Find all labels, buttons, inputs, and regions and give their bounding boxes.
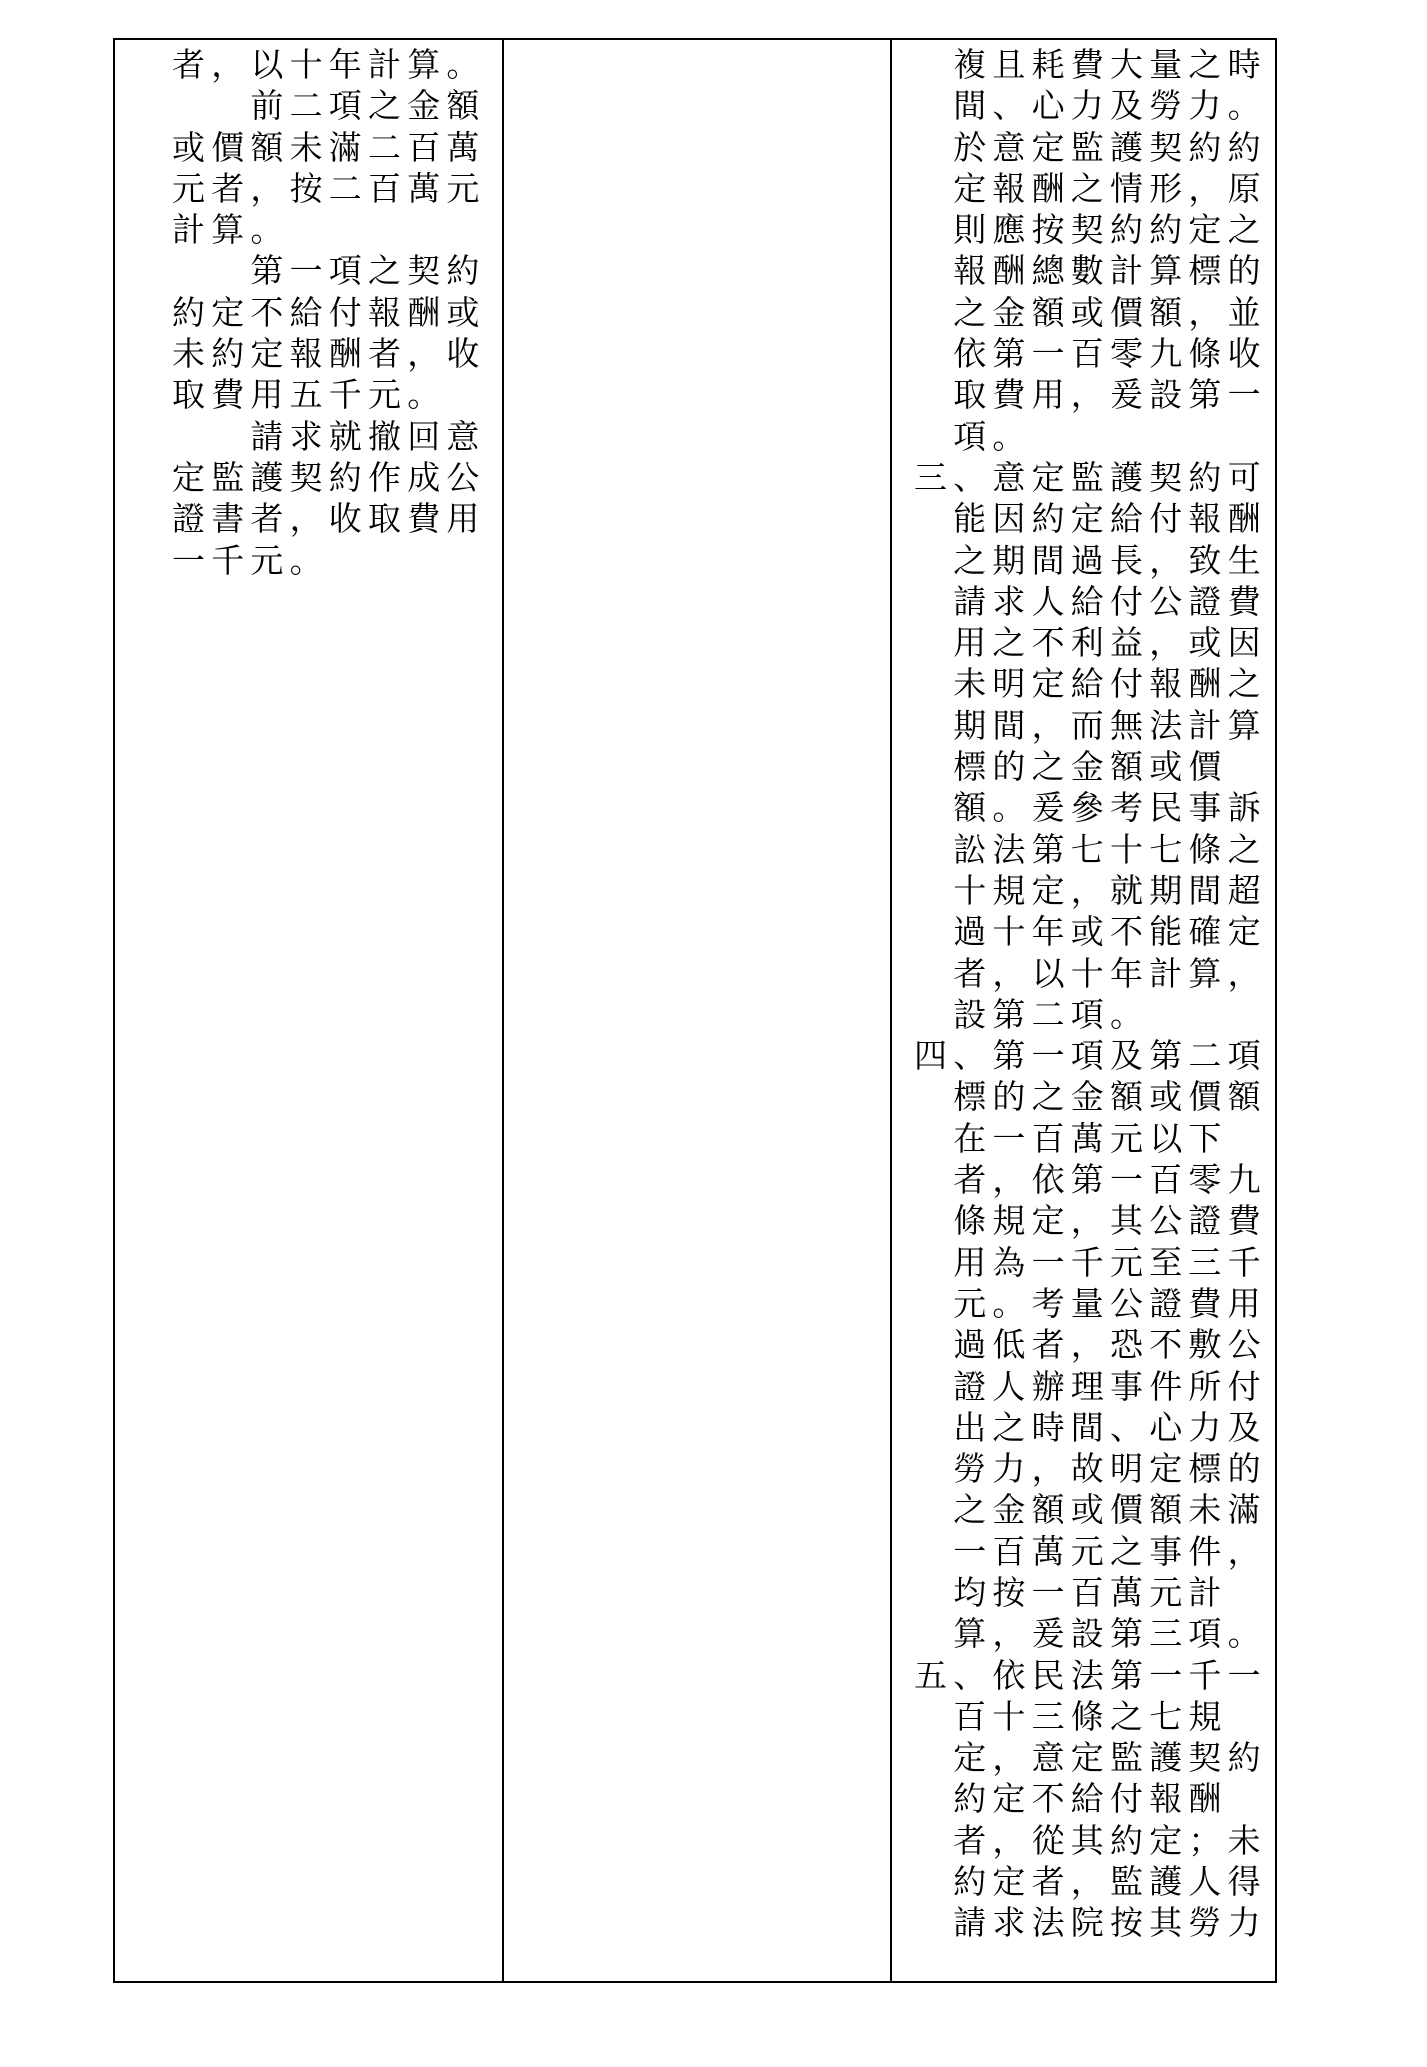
right-text-line: 定，意定監護契約 (914, 1738, 1267, 1778)
right-text-line: 標的之金額或價額 (914, 1077, 1267, 1117)
right-text-line: 者，以十年計算， (914, 953, 1267, 993)
right-text-line: 依第一百零九條收 (914, 334, 1267, 374)
left-text-line: 定監護契約作成公 (172, 457, 486, 497)
left-text-line: 者，以十年計算。 (172, 45, 486, 84)
right-text-line: 一百萬元之事件， (914, 1531, 1267, 1571)
right-text-line: 約定不給付報酬 (914, 1779, 1228, 1819)
right-column-explanation (892, 40, 1275, 1981)
right-text-line: 約定者，監護人得 (914, 1862, 1267, 1902)
right-text-line: 取費用，爰設第一 (914, 375, 1267, 415)
right-text-line: 未明定給付報酬之 (914, 664, 1267, 704)
right-text-line: 複且耗費大量之時 (914, 45, 1267, 84)
right-text-line: 之金額或價額，並 (914, 292, 1267, 332)
right-text-line: 者，從其約定；未 (914, 1820, 1267, 1860)
right-text-line: 期間，而無法計算 (914, 705, 1267, 745)
right-text-line: 請求人給付公證費 (914, 581, 1267, 621)
right-text-line: 百十三條之七規 (914, 1696, 1228, 1736)
right-text-line: 證人辦理事件所付 (914, 1366, 1267, 1406)
right-text-line: 條規定，其公證費 (914, 1201, 1267, 1241)
left-text-line: 取費用五千元。 (172, 375, 447, 415)
right-text-line: 均按一百萬元計 (914, 1572, 1228, 1612)
right-text-line: 設第二項。 (914, 994, 1150, 1034)
right-text-line: 請求法院按其勞力 (914, 1903, 1267, 1943)
right-text-line: 十規定，就期間超 (914, 870, 1267, 910)
right-text-line: 之金額或價額未滿 (914, 1490, 1267, 1530)
right-text-line: 過低者，恐不敷公 (914, 1325, 1267, 1365)
left-column-current-text (115, 40, 504, 1981)
left-text-line: 第一項之契約 (172, 251, 486, 291)
left-text-line: 計算。 (172, 210, 290, 250)
right-text-line: 勞力，故明定標的 (914, 1449, 1267, 1489)
left-text-line: 約定不給付報酬或 (172, 292, 486, 332)
left-text-line: 證書者，收取費用 (172, 499, 486, 539)
right-text-line: 額。爰參考民事訴 (914, 788, 1267, 828)
right-text-line: 者，依第一百零九 (914, 1160, 1267, 1200)
right-text-line: 出之時間、心力及 (914, 1407, 1267, 1447)
left-text-line: 前二項之金額 (172, 86, 486, 126)
left-text-line: 元者，按二百萬元 (172, 168, 486, 208)
right-text-line: 能因約定給付報酬 (914, 499, 1267, 539)
left-text-line: 一千元。 (172, 540, 329, 580)
right-text-line: 算，爰設第三項。 (914, 1614, 1267, 1654)
right-text-line: 在一百萬元以下 (914, 1118, 1228, 1158)
document-table (113, 38, 1277, 1983)
middle-column-empty (504, 40, 892, 1981)
right-text-line: 元。考量公證費用 (914, 1283, 1267, 1323)
right-text-line: 訟法第七十七條之 (914, 829, 1267, 869)
right-text-line: 定報酬之情形，原 (914, 168, 1267, 208)
right-text-line: 之期間過長，致生 (914, 540, 1267, 580)
right-text-line: 報酬總數計算標的 (914, 251, 1267, 291)
right-text-line: 用之不利益，或因 (914, 623, 1267, 663)
right-text-line: 過十年或不能確定 (914, 912, 1267, 952)
right-text-line: 則應按契約約定之 (914, 210, 1267, 250)
right-text-line: 標的之金額或價 (914, 747, 1228, 787)
right-text-line: 三、意定監護契約可 (914, 457, 1267, 497)
left-text-line: 或價額未滿二百萬 (172, 127, 486, 167)
right-text-line: 項。 (914, 416, 1032, 456)
left-text-line: 未約定報酬者，收 (172, 334, 486, 374)
right-text-line: 四、第一項及第二項 (914, 1036, 1267, 1076)
right-text-line: 用為一千元至三千 (914, 1242, 1267, 1282)
left-text-line: 請求就撤回意 (172, 416, 486, 456)
right-text-line: 於意定監護契約約 (914, 127, 1267, 167)
right-text-line: 五、依民法第一千一 (914, 1655, 1267, 1695)
right-text-line: 間、心力及勞力。 (914, 86, 1267, 126)
